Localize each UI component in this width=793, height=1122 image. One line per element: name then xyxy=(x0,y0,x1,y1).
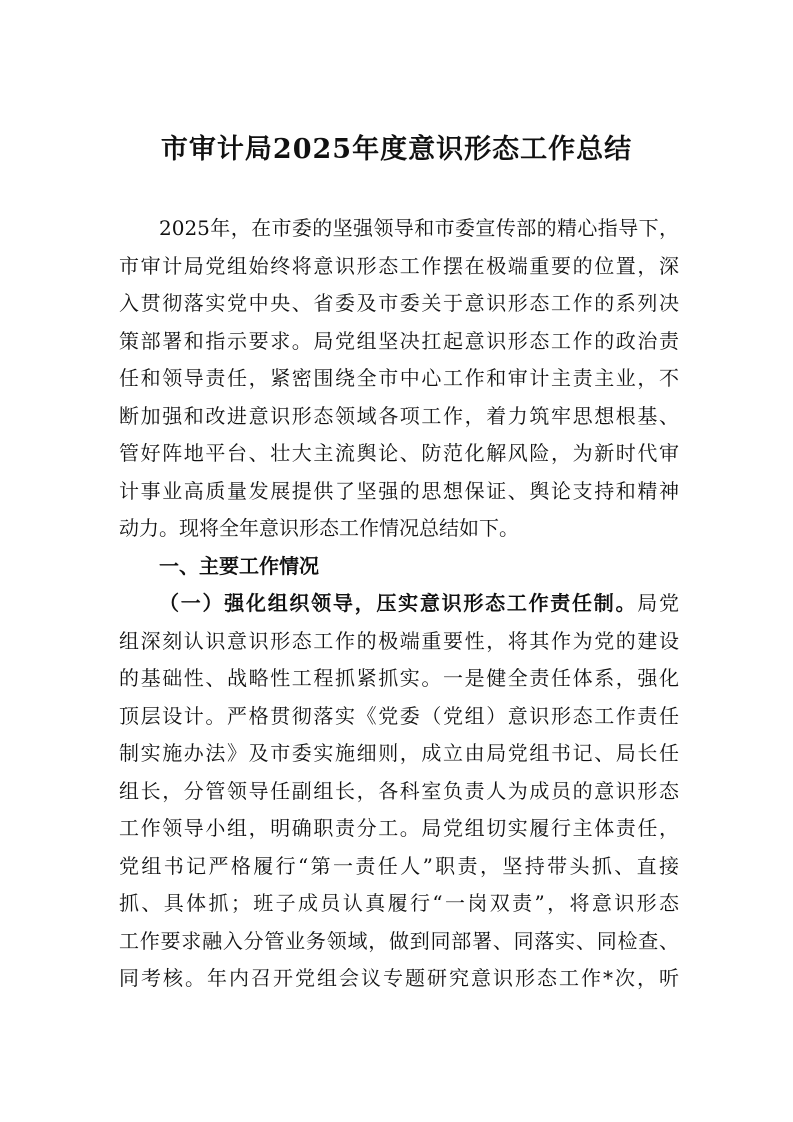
subsection-line: 党组书记严格履行“第一责任人”职责，坚持带头抓、直接 xyxy=(119,853,679,878)
subsection-line: 工作要求融入分管业务领域，做到同部署、同落实、同检查、 xyxy=(119,928,679,953)
intro-line: 任和领导责任，紧密围绕全市中心工作和审计主责主业，不 xyxy=(119,366,679,390)
subsection-line: 组深刻认识意识形态工作的极端重要性，将其作为党的建设 xyxy=(119,628,679,653)
intro-line: 市审计局党组始终将意识形态工作摆在极端重要的位置，深 xyxy=(119,253,679,278)
subsection-line: 组长，分管领导任副组长，各科室负责人为成员的意识形态 xyxy=(119,778,679,803)
subsection-line: 同考核。年内召开党组会议专题研究意识形态工作*次，听 xyxy=(119,966,679,990)
subsection-line: 工作领导小组，明确职责分工。局党组切实履行主体责任， xyxy=(119,816,679,840)
document-body xyxy=(119,210,679,998)
intro-line: 断加强和改进意识形态领域各项工作，着力筑牢思想根基、 xyxy=(119,403,679,428)
intro-line: 计事业高质量发展提供了坚强的思想保证、舆论支持和精神 xyxy=(119,478,679,503)
section-heading: 一、主要工作情况 xyxy=(159,553,319,578)
document-title: 市审计局2025年度意识形态工作总结 xyxy=(160,134,633,165)
intro-line: 入贯彻落实党中央、省委及市委关于意识形态工作的系列决 xyxy=(119,291,679,315)
intro-line: 动力。现将全年意识形态工作情况总结如下。 xyxy=(119,516,519,540)
subsection-first-line xyxy=(119,585,679,623)
subsection-line: 顶层设计。严格贯彻落实《党委（党组）意识形态工作责任 xyxy=(119,703,679,728)
subsection-line: 的基础性、战略性工程抓紧抓实。一是健全责任体系，强化 xyxy=(119,666,679,690)
subsection-line: 制实施办法》及市委实施细则，成立由局党组书记、局长任 xyxy=(119,741,679,765)
subsection-heading: （一）强化组织领导，压实意识形态工作责任制。 xyxy=(159,591,638,615)
intro-line: 策部署和指示要求。局党组坚决扛起意识形态工作的政治责 xyxy=(119,328,679,353)
subsection-line: 抓、具体抓；班子成员认真履行“一岗双责”，将意识形态 xyxy=(119,891,679,915)
intro-line: 管好阵地平台、壮大主流舆论、防范化解风险，为新时代审 xyxy=(119,441,679,465)
subsection-first-tail: 局党 xyxy=(637,591,680,615)
intro-line: 2025年，在市委的坚强领导和市委宣传部的精心指导下， xyxy=(159,216,679,240)
